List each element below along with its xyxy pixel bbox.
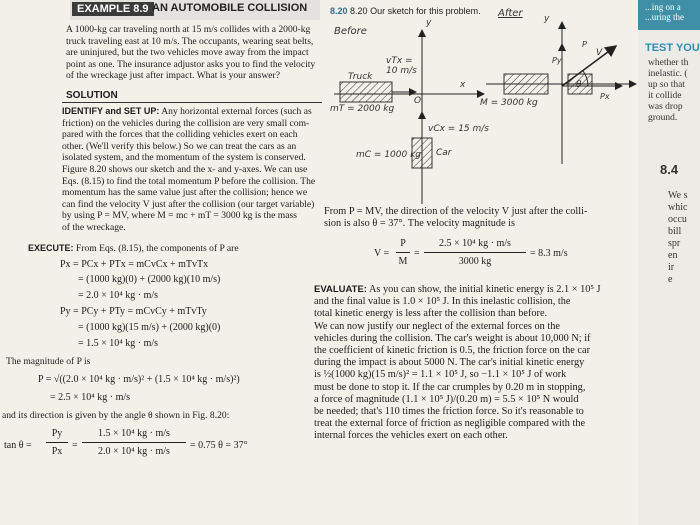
velocity-text [324,206,634,230]
equation-py: Py = PCy + PTy = mCvCy + mTvTy [60,306,207,317]
identify-line: Figure 8.20 shows our sketch and the x- and y-axes. We can use [62,163,308,175]
vtx-label: vTx = [386,56,413,66]
magnitude-result: = 2.5 × 10⁴ kg · m/s [50,392,131,403]
evaluate-line: total kinetic energy is less after the collision than before. [314,308,548,320]
fraction-bar [424,252,526,253]
py-label: Py [552,56,562,65]
fraction-bar [82,442,186,443]
example-title: AN AUTOMOBILE COLLISION [152,2,308,14]
execute-heading: EXECUTE: [28,243,74,253]
execute-line [28,243,318,255]
v-frac-num: P [400,238,406,249]
origin-label: O [414,96,422,106]
equation-py-sub: = (1000 kg)(15 m/s) + (2000 kg)(0) [78,322,221,333]
figure-caption: 8.20 8.20 Our sketch for this problem. [330,6,481,16]
after-label: After [498,8,523,19]
evaluate-line: treat the external force of friction as negligible compared with the [314,418,586,430]
problem-line: A 1000-kg car traveling north at 15 m/s collides with a 2000-kg [66,24,311,35]
evaluate-line: must be done to stop it. If the car crumples by 0.20 m in stopping, [314,381,586,393]
direction-text: and its direction is given by the angle θ shown in Fig. 8.20: [2,410,230,421]
evaluate-line: and the final value is 1.0 × 10⁵ J. In this inelastic collision, the [314,296,571,308]
momentum-P-label: P [582,40,587,49]
identify-line: of the wreckage. [62,221,126,233]
vtx-value: 10 m/s [386,66,417,76]
evaluate-line: during the impact is about 5000 N. The car's initial kinetic energy [314,357,585,369]
before-label: Before [334,26,367,37]
before-x-label: x [460,80,466,90]
problem-line: are uninjured, but the two vehicles move away from the impact [66,47,309,59]
velocity-line: From P = MV, the direction of the velocity V just after the colli- [324,206,588,217]
theta-label: θ [576,80,582,90]
example-tag: EXAMPLE 8.9 [72,2,154,16]
equation-px-result: = 2.0 × 10⁴ kg · m/s [78,290,159,301]
evaluate-line: internal forces the vehicles exert on each other. [314,430,508,442]
identify-line: pared with the forces that the colliding vehicles exert on each [62,129,298,141]
sidebar-text-2: We s whic occu bill spr en ir e [668,190,688,285]
car-mass-label: mC = 1000 kg [356,150,422,160]
v-frac2-num: 2.5 × 10⁴ kg · m/s [439,238,511,249]
problem-line: point as one. The insurance adjustor asks you to find the velocity [66,58,316,70]
evaluate-heading: EVALUATE: [314,284,367,295]
truck-mass-label: mT = 2000 kg [330,104,395,114]
before-y-label: y [426,18,432,28]
tan-result: = 0.75 θ = 37° [190,440,248,451]
problem-statement [66,24,328,82]
evaluate-line: be needed; that's 110 times the friction force. So it's reasonable to [314,406,584,418]
identify-line: isolated system, and the momentum of the system is conserved. [62,152,306,164]
tan-frac2-num: 1.5 × 10⁴ kg · m/s [98,428,170,439]
problem-line: of the wreckage just after impact. What is your answer? [66,70,280,82]
total-mass-label: M = 3000 kg [480,98,538,108]
car-velocity-label: vCx = 15 m/s [428,124,490,134]
fraction-bar [46,442,68,443]
magnitude-text: The magnitude of P is [6,356,91,367]
identify-heading: IDENTIFY and SET UP: [62,106,160,116]
v-lhs: V = [374,248,390,259]
identify-line: Eqs. (8.15) to find the total momentum P before the collision. The [62,175,316,187]
after-y-label: y [544,14,550,24]
evaluate-line: vehicles during the collision. The car's weight is about 10,000 N; if [314,332,591,344]
car-label: Car [436,148,452,158]
truck-label: Truck [348,72,373,82]
sidebar-band-text: ...ing on a ...uring the [645,2,684,22]
identify-line: can find the velocity V just after the collision (our target variable) [62,198,315,210]
identify-paragraph [62,106,324,234]
evaluate-line: is ½(1000 kg)(15 m/s)² = 1.1 × 10⁵ J, so −1.1 × 10⁵ J of work [314,369,567,381]
identify-line: friction) on the vehicles during the collision are very small com- [62,117,310,129]
evaluate-line: the coefficient of kinetic friction is 0.5, the friction force on the car [314,345,590,357]
v-frac2-den: 3000 kg [458,256,492,267]
evaluate-line: As you can show, the initial kinetic energy is 2.1 × 10⁵ J [366,284,601,295]
equation-py-result: = 1.5 × 10⁴ kg · m/s [78,338,159,349]
equation-px: Px = PCx + PTx = mCvCx + mTvTx [60,259,209,270]
wreck-left-box [504,74,548,94]
execute-text: From Eqs. (8.15), the components of P are [73,243,239,254]
tan-lhs: tan θ = [4,440,32,451]
magnitude-equation: P = √((2.0 × 10⁴ kg · m/s)² + (1.5 × 10⁴ kg · m/s)²) [38,374,240,385]
px-label: Px [600,92,610,101]
v-result: = 8.3 m/s [530,248,568,259]
evaluate-line: We can now justify our neglect of the external forces on the [314,320,560,332]
v-frac-den: M [398,256,408,267]
tan-frac2-den: 2.0 × 10⁴ kg · m/s [98,446,170,457]
identify-line: by using P = MV, where M = mc + mT = 3000 kg is the mass [62,210,297,222]
problem-line: truck traveling east at 10 m/s. The occupants, wearing seat belts, [66,35,314,47]
test-your-understanding-heading: TEST YOU [645,42,700,54]
truck-box [340,82,392,102]
evaluate-line: a force of magnitude (1.1 × 10⁵ J)/(0.20 m) = 5.5 × 10⁵ N would [314,393,579,405]
section-number: 8.4 [660,162,679,177]
tan-equals: = [72,440,78,451]
identify-line: other. (We'll verify this below.) So we can treat the cars as an [62,140,297,152]
velocity-V-label: V [596,48,603,58]
sidebar-text: whether th inelastic. ( up so that it collide was drop ground. [648,58,689,123]
equation-px-sub: = (1000 kg)(0) + (2000 kg)(10 m/s) [78,274,221,285]
identify-line: momentum has the same value just after the collision; hence we [62,187,308,199]
fraction-bar [396,252,410,253]
velocity-line: sion is also θ = 37°. The velocity magnitude is [324,218,516,230]
identify-line: Any horizontal external forces (such as [159,106,312,117]
tan-frac1-num: Py [51,428,63,439]
v-equals: = [414,248,420,259]
tan-frac1-den: Px [51,446,63,457]
solution-label: SOLUTION [66,90,118,101]
evaluate-paragraph [314,284,636,443]
